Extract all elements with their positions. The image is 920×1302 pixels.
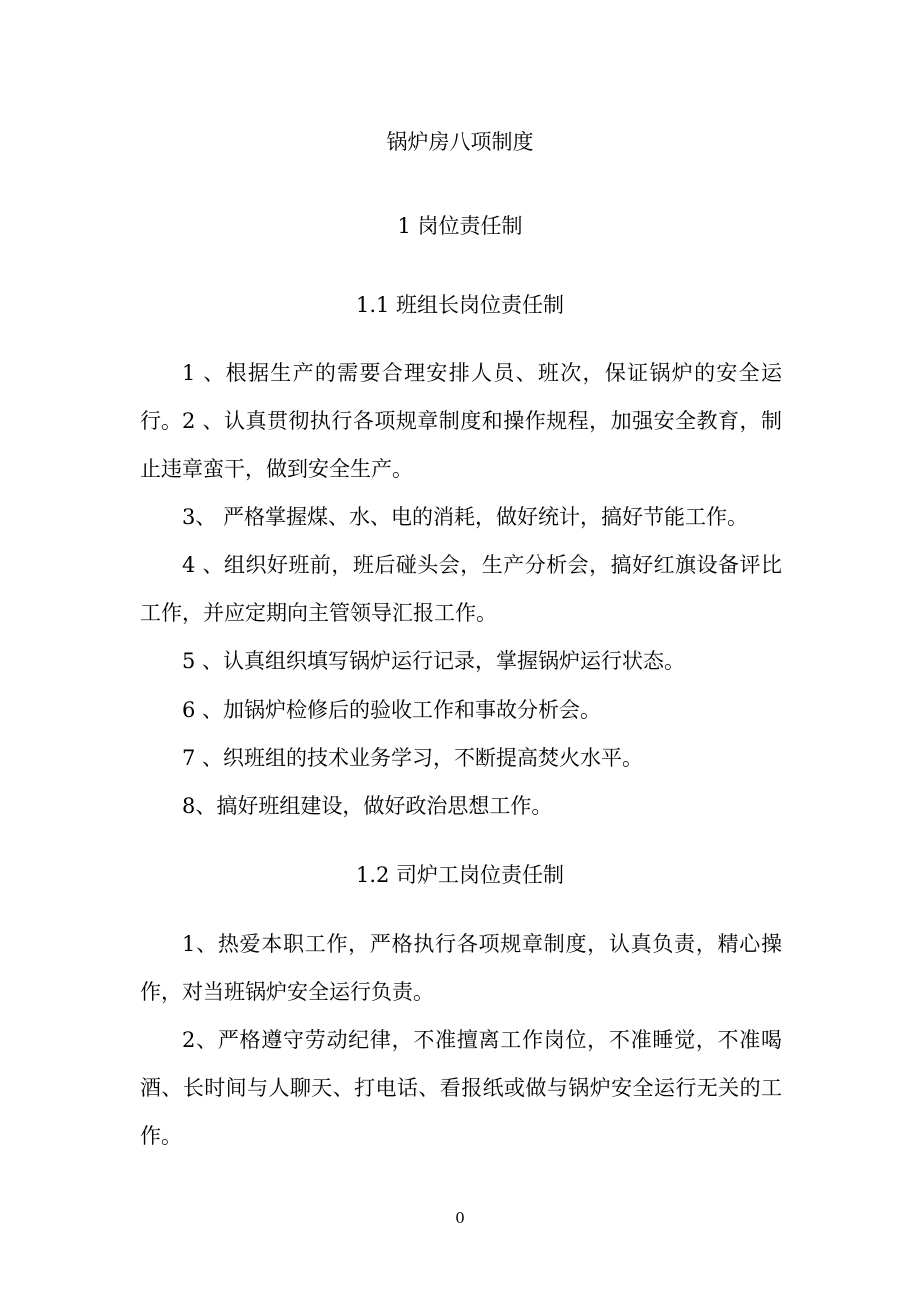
list-item: 1、热爱本职工作，严格执行各项规章制度，认真负责，精心操作，对当班锅炉安全运行负责。 (140, 932, 782, 1004)
list-item: 8、搞好班组建设，做好政治思想工作。 (182, 794, 553, 818)
list-item: 3、 严格掌握煤、水、电的消耗，做好统计，搞好节能工作。 (182, 505, 749, 529)
subsection-heading: 1.1 班组长岗位责任制 (355, 293, 565, 317)
list-item: 6 、加锅炉检修后的验收工作和事故分析会。 (182, 698, 602, 722)
list-item: 7 、织班组的技术业务学习，不断提高焚火水平。 (182, 746, 644, 770)
section-heading: 1 岗位责任制 (397, 214, 523, 238)
subsection-heading: 1.2 司炉工岗位责任制 (355, 863, 565, 887)
list-item: 5 、认真组织填写锅炉运行记录，掌握锅炉运行状态。 (182, 649, 686, 673)
list-item: 2 、认真贯彻执行各项规章制度和操作规程，加强安全教育，制止违章蛮干，做到安全生产。 (140, 409, 782, 481)
list-item: 2、严格遵守劳动纪律，不准擅离工作岗位，不准睡觉，不准喝酒、长时间与人聊天、打电话、看报纸或做与锅炉安全运行无关的工作。 (140, 1028, 782, 1148)
page-number: 0 (455, 1209, 465, 1227)
list-item: 1 、根据生产的需要合理安排人员、班次，保证锅炉的安全运行。 (140, 361, 782, 433)
document-title: 锅炉房八项制度 (386, 130, 534, 154)
list-item: 4 、组织好班前，班后碰头会，生产分析会，搞好红旗设备评比工作，并应定期向主管领导汇报工作。 (140, 553, 782, 625)
